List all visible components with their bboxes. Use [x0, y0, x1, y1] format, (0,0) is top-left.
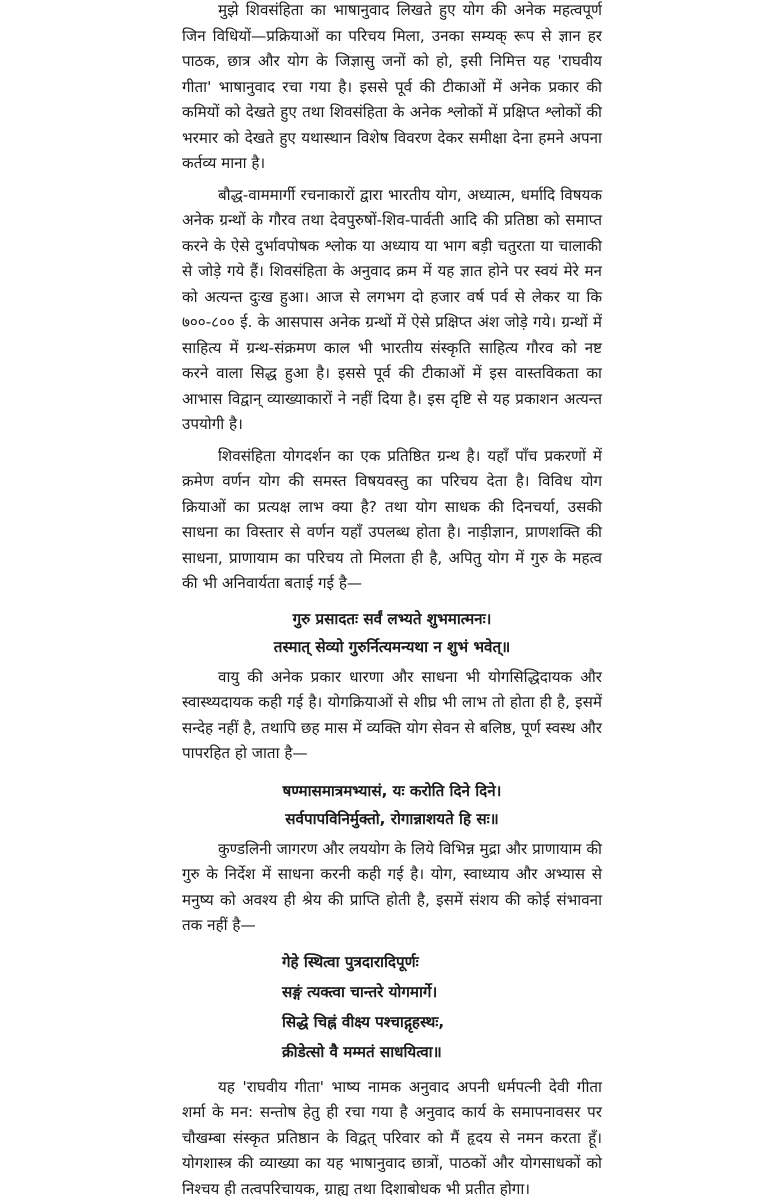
paragraph-dedication: यह 'राघवीय गीता' भाष्य नामक अनुवाद अपनी धर्मपत्नी देवी गीता शर्मा के मन: सन्तोष हेतु ही रचा गया है अनुवाद कार्य के समापनावसर पर चौखम्बा संस्कृत प्रतिष्ठान के विद्वत् परिवार को मैं हृदय से नमन करता हूँ। योगशास्त्र की व्याख्या का यह भाषानुवाद छात्रों, पाठकों और योगसाधकों को निश्चय ही तत्वपरिचायक, ग्राह्य तथा दिशाबोधक भी प्रतीत होगा। [182, 1075, 602, 1202]
verse-line: गुरु प्रसादतः सर्वं लभ्यते शुभमात्मनः। [182, 605, 602, 633]
verse-gehe-sthitva [182, 947, 602, 1067]
verse-line: गेहे स्थित्वा पुत्रदारादिपूर्णः [282, 947, 602, 977]
verse-line: क्रीडेत्सो वै मम्मतं साधयित्वा॥ [282, 1037, 602, 1067]
paragraph-interpolations: बौद्ध-वाममार्गी रचनाकारों द्वारा भारतीय योग, अध्यात्म, धर्मादि विषयक अनेक ग्रन्थों के गौरव तथा देवपुरुषों-शिव-पार्वती आदि की प्रतिष्ठा को समाप्त करने के ऐसे दुर्भावपोषक श्लोक या अध्याय या भाग बड़ी चतुरता या चालाकी से जोड़े गये हैं। शिवसंहिता के अनुवाद क्रम में यह ज्ञात होने पर स्वयं मेरे मन को अत्यन्त दुःख हुआ। आज से लगभग दो हजार वर्ष पर्व से लेकर या कि ७००-८०० ई. के आसपास अनेक ग्रन्थों में ऐसे प्रक्षिप्त अंश जोड़े गये। ग्रन्थों में साहित्य में ग्रन्थ-संक्रमण काल भी भारतीय संस्कृति साहित्य गौरव को नष्ट करने वाला सिद्ध हुआ है। इससे पूर्व की टीकाओं में इस वास्तविकता का आभास विद्वान् व्याख्याकारों ने नहीं दिया है। इस दृष्टि से यह प्रकाशन अत्यन्त उपयोगी है। [182, 183, 602, 438]
verse-line: षण्मासमात्रमभ्यासं, यः करोति दिने दिने। [182, 777, 602, 805]
verse-line: सिद्धे चिह्नं वीक्ष्य पश्चाद्गृहस्थः, [282, 1007, 602, 1037]
paragraph-translation-purpose: मुझे शिवसंहिता का भाषानुवाद लिखते हुए योग की अनेक महत्वपूर्ण जिन विधियों—प्रक्रियाओं का परिचय मिला, उनका सम्यक् रूप से ज्ञान हर पाठक, छात्र और योग के जिज्ञासु जनों को हो, इसी निमित्त यह 'राघवीय गीता' भाषानुवाद रचा गया है। इससे पूर्व की टीकाओं में अनेक प्रकार की कमियों को देखते हुए तथा शिवसंहिता के अनेक श्लोकों में प्रक्षिप्त श्लोकों की भरमार को देखते हुए यथास्थान विशेष विवरण देकर समीक्षा देना हमने अपना कर्तव्य माना है। [182, 0, 602, 177]
paragraph-shivasamhita-overview: शिवसंहिता योगदर्शन का एक प्रतिष्ठित ग्रन्थ है। यहाँ पाँच प्रकरणों में क्रमेण वर्णन योग की समस्त विषयवस्तु का परिचय देता है। विविध योग क्रियाओं का प्रत्यक्ष लाभ क्या है? तथा योग साधक की दिनचर्या, उसकी साधना का विस्तार से वर्णन यहाँ उपलब्ध होता है। नाड़ीज्ञान, प्राणशक्ति की साधना, प्राणायाम का परिचय तो मिलता ही है, अपितु योग में गुरु के महत्व की भी अनिवार्यता बताई गई है— [182, 444, 602, 597]
verse-guru-prasad [182, 605, 602, 661]
verse-line: तस्मात् सेव्यो गुरुर्नित्यमन्यथा न शुभं भवेत्॥ [182, 633, 602, 661]
verse-line: सङ्गं त्यक्त्वा चान्तरे योगमार्गे। [282, 977, 602, 1007]
verse-line: सर्वपापविनिर्मुक्तो, रोगान्नाशयते हि सः॥ [182, 805, 602, 833]
verse-shanmasa [182, 777, 602, 833]
paragraph-kundalini: कुण्डलिनी जागरण और लययोग के लिये विभिन्न मुद्रा और प्राणायाम की गुरु के निर्देश में साधना करनी कही गई है। योग, स्वाध्याय और अभ्यास से मनुष्य को अवश्य ही श्रेय की प्राप्ति होती है, इसमें संशय की कोई संभावना तक नहीं है— [182, 837, 602, 939]
paragraph-vayu-dharana: वायु की अनेक प्रकार धारणा और साधना भी योगसिद्धिदायक और स्वास्थ्यदायक कही गई है। योगक्रियाओं से शीघ्र भी लाभ तो होता ही है, इसमें सन्देह नहीं है, तथापि छह मास में व्यक्ति योग सेवन से बलिष्ठ, पूर्ण स्वस्थ और पापरहित हो जाता है— [182, 665, 602, 767]
